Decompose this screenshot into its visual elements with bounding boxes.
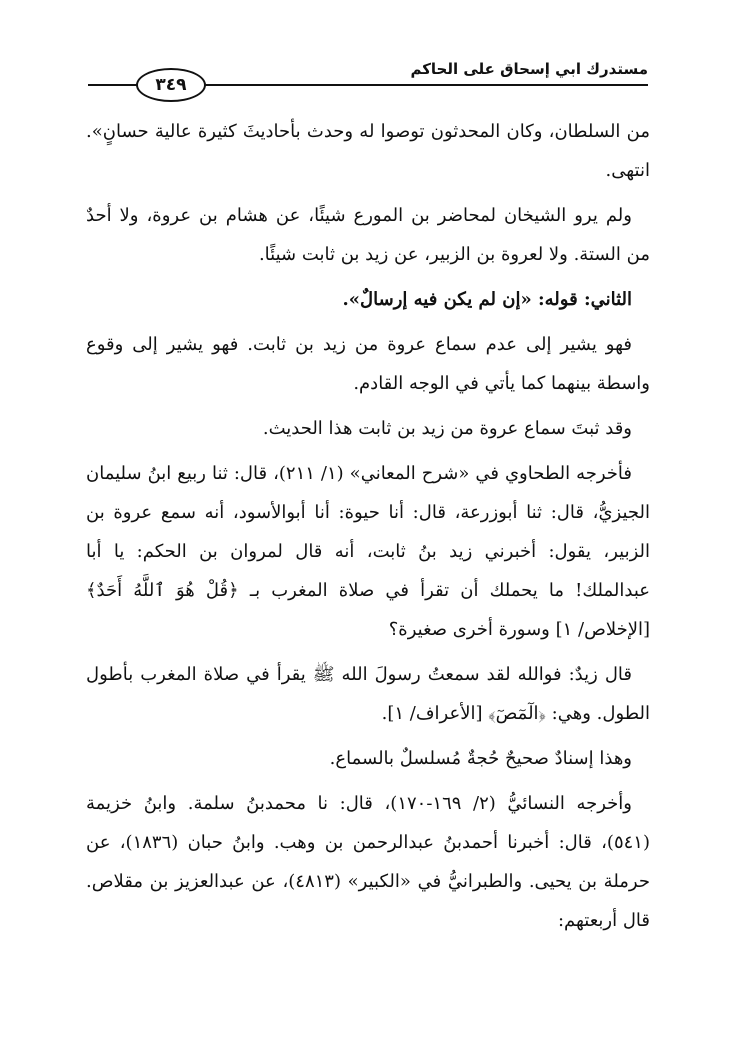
paragraph-7: قال زيدٌ: فوالله لقد سمعتُ رسولَ الله ﷺ يقرأ في صلاة المغرب بأطول الطول. وهي: ﴿الٓمٓصٓ﴾ [الأعراف/ ١]. — [86, 664, 650, 724]
paragraph-3: الثاني: قوله: «إن لم يكن فيه إرسالٌ». — [342, 289, 632, 310]
running-title: مستدرك ابي إسحاق على الحاكم — [410, 60, 648, 78]
paragraph-4: فهو يشير إلى عدم سماع عروة من زيد بن ثابت. فهو يشير إلى وقوع واسطة بينهما كما يأتي في الوجه القادم. — [86, 334, 650, 394]
paragraph-1: من السلطان، وكان المحدثون توصوا له وحدث بأحاديثَ كثيرة عالية حسانٍ». انتهى. — [86, 121, 650, 181]
page-header — [88, 54, 648, 94]
paragraph-2: ولم يرو الشيخان لمحاضر بن المورع شيئًا، عن هشام بن عروة، ولا أحدٌ من الستة. ولا لعروة بن الزبير، عن زيد بن ثابت شيئًا. — [86, 205, 650, 265]
paragraph-9: وأخرجه النسائيُّ (٢/ ١٦٩-١٧٠)، قال: نا محمدبنُ سلمة. وابنُ خزيمة (٥٤١)، قال: أخبرنا أحمدبنُ عبدالرحمن بن وهب. وابنُ حبان (١٨٣٦)، عن حرملة بن يحيى. والطبرانيُّ في «الكبير» (٤٨١٣)، عن عبدالعزيز بن مقلاص. قال أربعتهم: — [86, 793, 650, 931]
paragraph-5: وقد ثبتَ سماع عروة من زيد بن ثابت هذا الحديث. — [262, 418, 632, 439]
paragraph-6: فأخرجه الطحاوي في «شرح المعاني» (١/ ٢١١)، قال: ثنا ربيع ابنُ سليمان الجيزيُّ، قال: ثنا أبوزرعة، قال: أنا حيوة: أنا أبوالأسود، أنه سمع عروة بن الزبير، يقول: أخبرني زيد بنُ ثابت، أنه قال لمروان بن الحكم: يا أبا عبدالملك! ما يحملك أن تقرأ في صلاة المغرب بـ ﴿قُلْ هُوَ ٱللَّهُ أَحَدٌ﴾ [الإخلاص/ ١] وسورة أخرى صغيرة؟ — [86, 463, 650, 640]
body-text — [86, 112, 650, 946]
paragraph-8: وهذا إسنادٌ صحيحٌ حُجةٌ مُسلسلٌ بالسماع. — [329, 748, 632, 769]
page-number: ٣٤٩ — [136, 68, 206, 102]
